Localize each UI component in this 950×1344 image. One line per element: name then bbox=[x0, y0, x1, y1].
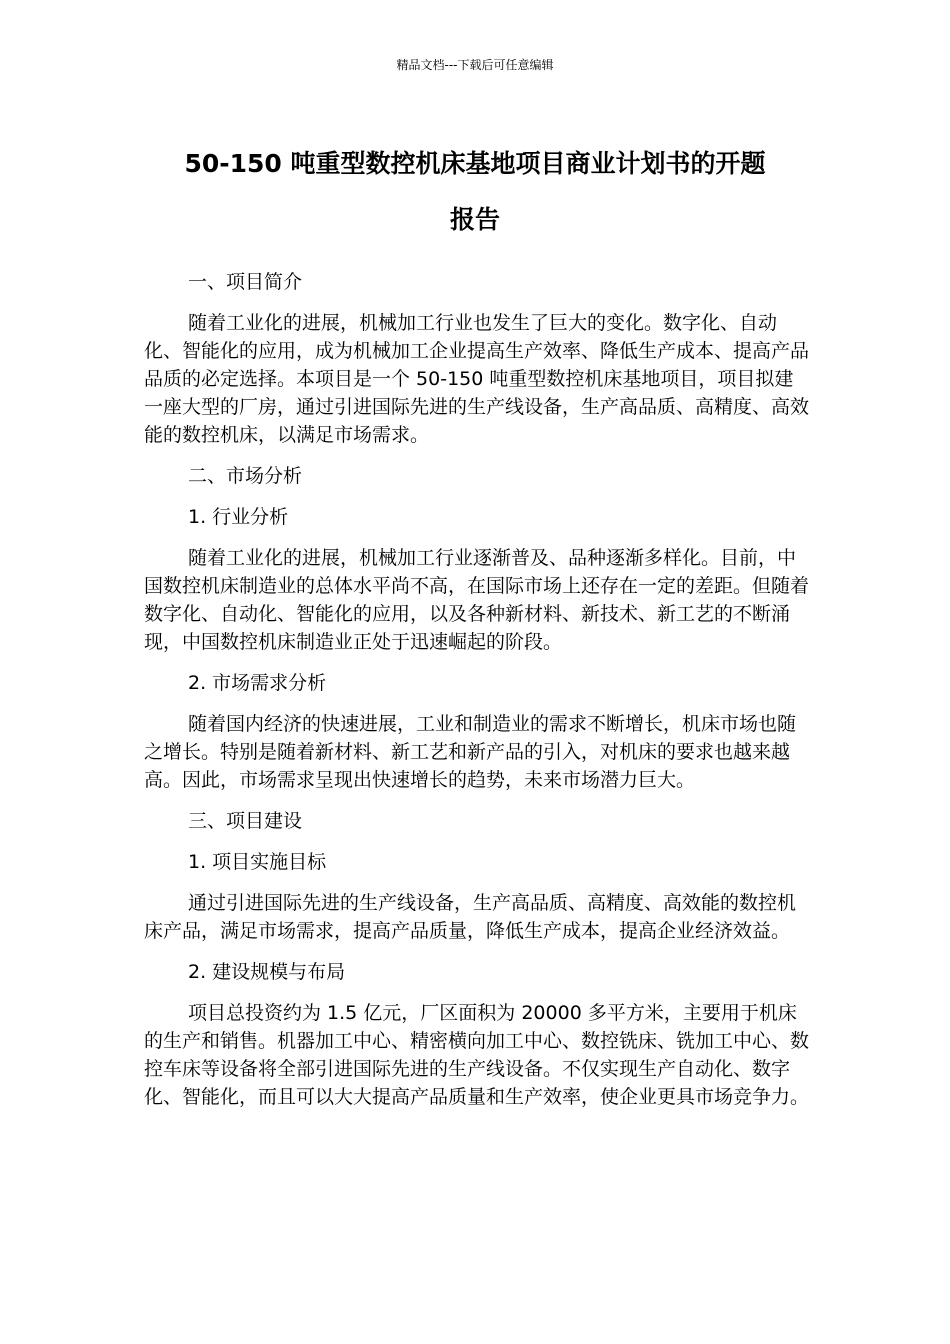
subheading-demand-analysis: 2. 市场需求分析 bbox=[188, 672, 327, 694]
section-heading-intro: 一、项目简介 bbox=[188, 271, 303, 293]
title-line-2: 报告 bbox=[449, 205, 500, 234]
document-body bbox=[144, 268, 812, 1124]
subheading-scale-layout: 2. 建设规模与布局 bbox=[188, 961, 346, 983]
paragraph-demand-analysis: 随着国内经济的快速进展，工业和制造业的需求不断增长，机床市场也随之增长。特别是随着新材料、新工艺和新产品的引入，对机床的要求也越来越高。因此，市场需求呈现出快速增长的趋势，未来市场潜力巨大。 bbox=[144, 713, 797, 791]
subheading-objectives: 1. 项目实施目标 bbox=[188, 851, 327, 873]
title-line-1: 50-150 吨重型数控机床基地项目商业计划书的开题 bbox=[184, 149, 766, 178]
paragraph-objectives: 通过引进国际先进的生产线设备，生产高品质、高精度、高效能的数控机床产品，满足市场需求，提高产品质量，降低生产成本，提高企业经济效益。 bbox=[144, 892, 797, 942]
paragraph-industry-analysis: 随着工业化的进展，机械加工行业逐渐普及、品种逐渐多样化。目前，中国数控机床制造业的总体水平尚不高，在国际市场上还存在一定的差距。但随着数字化、自动化、智能化的应用，以及各种新材料、新技术、新工艺的不断涌现，中国数控机床制造业正处于迅速崛起的阶段。 bbox=[144, 547, 810, 653]
paragraph-scale-layout: 项目总投资约为 1.5 亿元，厂区面积为 20000 多平方米，主要用于机床的生产和销售。机器加工中心、精密横向加工中心、数控铣床、铣加工中心、数控车床等设备将全部引进国际先进的生产线设备。不仅实现生产自动化、数字化、智能化，而且可以大大提高产品质量和生产效率，使企业更具市场竞争力。 bbox=[144, 1002, 810, 1108]
paragraph-intro: 随着工业化的进展，机械加工行业也发生了巨大的变化。数字化、自动化、智能化的应用，成为机械加工企业提高生产效率、降低生产成本、提高产品品质的必定选择。本项目是一个 50-150 吨重型数控机床基地项目，项目拟建一座大型的厂房，通过引进国际先进的生产线设备，生产高品质、高精度、高效能的数控机床，以满足市场需求。 bbox=[144, 312, 810, 446]
header-note: 精品文档---下载后可任意编辑 bbox=[396, 58, 554, 72]
section-heading-construction: 三、项目建设 bbox=[188, 810, 303, 832]
subheading-industry-analysis: 1. 行业分析 bbox=[188, 506, 289, 528]
section-heading-market: 二、市场分析 bbox=[188, 465, 303, 487]
document-title bbox=[120, 136, 830, 248]
